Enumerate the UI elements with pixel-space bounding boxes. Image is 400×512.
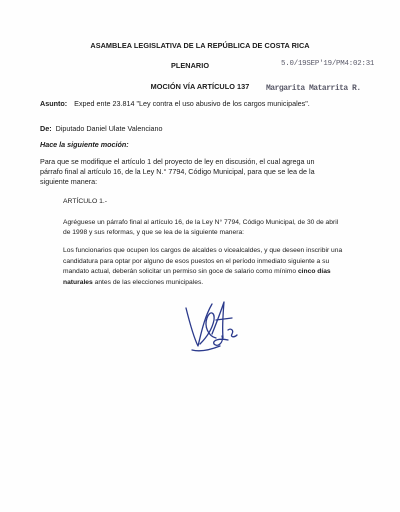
article-line: Los funcionarios que ocupen los cargos de alcaldes o vicealcaldes, y que deseen inscribir una (63, 247, 343, 254)
intro-line: párrafo final al artículo 16, de la Ley N.° 7794, Código Municipal, para que se lea de la (40, 167, 315, 176)
de-value: Diputado Daniel Ulate Valenciano (55, 124, 163, 133)
handwritten-signature (176, 294, 246, 364)
article-line: de 1998 y sus reformas, y que se lea de la siguiente manera: (63, 229, 245, 236)
bold-phrase: naturales (63, 278, 93, 286)
article-line-text: antes de las elecciones municipales. (92, 278, 204, 286)
session-heading: PLENARIO (170, 61, 210, 70)
institution-heading: ASAMBLEA LEGISLATIVA DE LA REPÚBLICA DE COSTA RICA (90, 41, 310, 50)
signature-stroke (186, 304, 212, 346)
intro-paragraph (40, 157, 315, 187)
receipt-stamp-name: Margarita Matarrita R. (266, 84, 361, 93)
signature-stroke (228, 329, 237, 337)
article-title: ARTÍCULO 1.- (63, 198, 108, 205)
article-line: Agréguese un párrafo final al artículo 16, de la Ley N° 7794, Código Municipal, de 30 de abril (63, 219, 339, 226)
article-line: candidatura para optar por alguno de esos puestos en el período inmediato siguiente a su (63, 257, 330, 265)
asunto-value: Exped ente 23.814 "Ley contra el uso abusivo de los cargos municipales". (74, 99, 310, 108)
asunto-label: Asunto: (40, 99, 68, 108)
intro-line: Para que se modifique el artículo 1 del proyecto de ley en discusión, el cual agrega un (40, 157, 315, 166)
asunto-line (40, 99, 310, 109)
bold-phrase: cinco días (297, 268, 331, 275)
de-label: De: (40, 124, 52, 133)
intro-line: siguiente manera: (40, 177, 98, 186)
motion-heading: MOCIÓN VÍA ARTÍCULO 137 (150, 82, 250, 91)
article-line (63, 278, 342, 289)
article-paragraph-1 (63, 218, 338, 238)
receipt-stamp-date: 5.0/19SEP'19/PM4:02:31 (281, 60, 375, 68)
signature-stroke (192, 346, 220, 351)
hace-label: Hace la siguiente moción: (40, 140, 129, 149)
article-line-text: mandato actual, deberán solicitar un permiso sin goce de salario como mínimo (63, 268, 297, 275)
article-line (63, 267, 342, 278)
article-paragraph-2 (63, 246, 342, 288)
de-line (40, 124, 163, 134)
